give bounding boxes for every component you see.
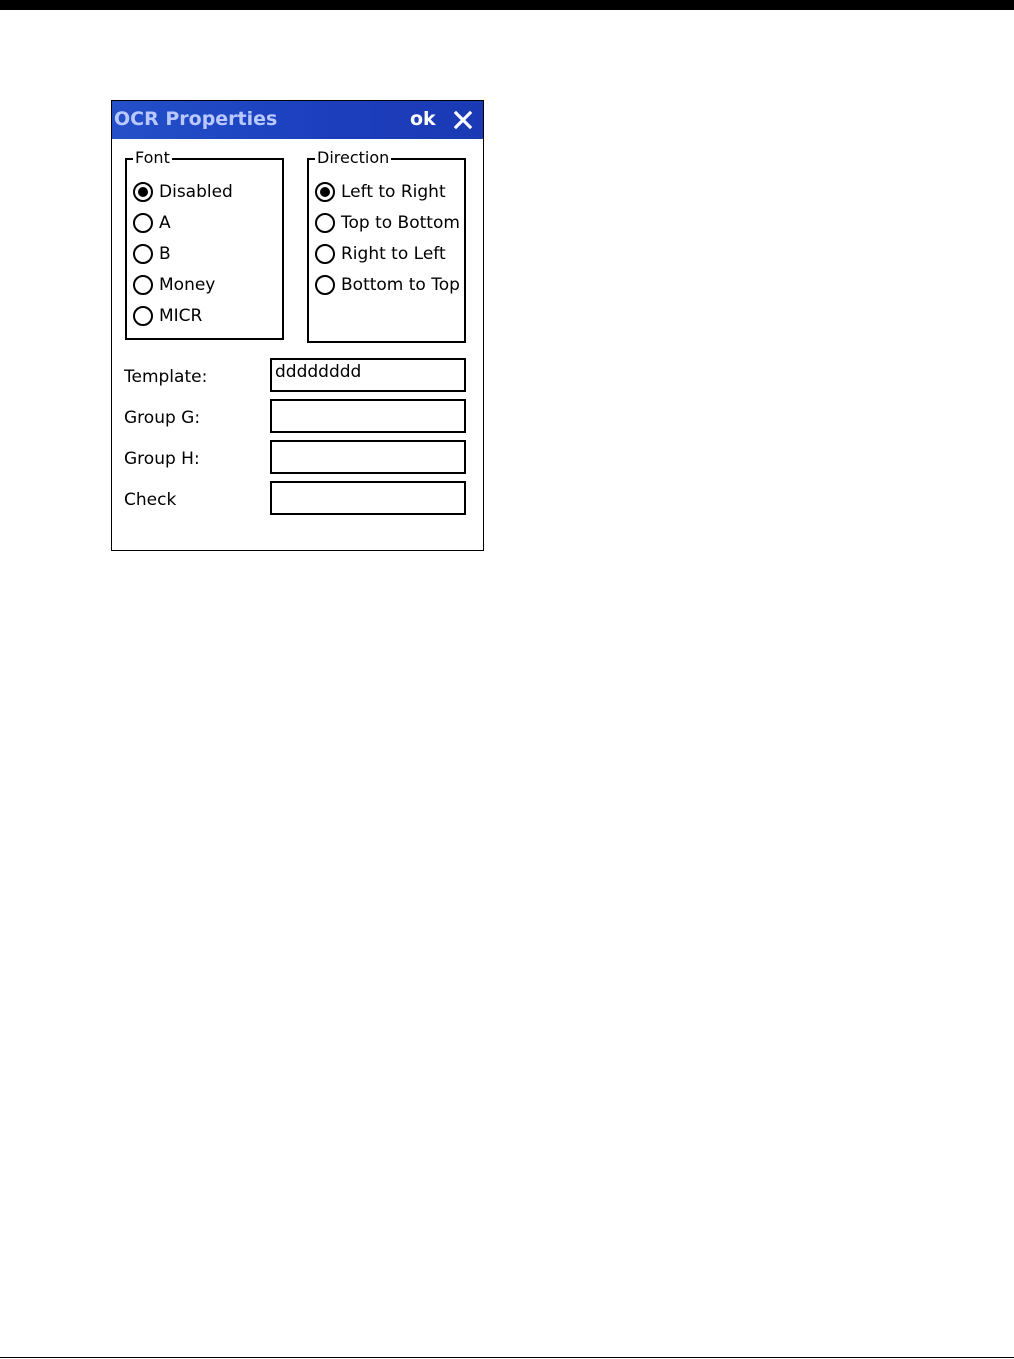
radio-label: Top to Bottom xyxy=(341,213,460,233)
font-option-money[interactable] xyxy=(133,272,215,298)
radio-label: Disabled xyxy=(159,182,233,202)
radio-button[interactable] xyxy=(315,213,335,233)
font-groupbox xyxy=(125,148,284,340)
radio-button[interactable] xyxy=(133,182,153,202)
dialog-title: OCR Properties xyxy=(114,108,278,130)
radio-label: A xyxy=(159,213,171,233)
font-option-disabled[interactable] xyxy=(133,179,233,205)
radio-selected-dot xyxy=(138,187,148,197)
group-h-label: Group H: xyxy=(124,449,200,469)
direction-option-top-to-bottom[interactable] xyxy=(315,210,460,236)
check-label: Check xyxy=(124,490,177,510)
group-h-input[interactable] xyxy=(270,440,466,474)
radio-button[interactable] xyxy=(133,275,153,295)
direction-groupbox xyxy=(307,148,466,343)
title-bar xyxy=(112,101,483,139)
font-option-b[interactable] xyxy=(133,241,171,267)
direction-group-legend: Direction xyxy=(317,148,390,167)
radio-label: Right to Left xyxy=(341,244,446,264)
radio-button[interactable] xyxy=(315,275,335,295)
font-group-legend: Font xyxy=(135,148,170,167)
radio-label: Bottom to Top xyxy=(341,275,460,295)
direction-option-left-to-right[interactable] xyxy=(315,179,446,205)
template-label: Template: xyxy=(124,367,208,387)
font-option-a[interactable] xyxy=(133,210,171,236)
group-g-input[interactable] xyxy=(270,399,466,433)
check-input[interactable] xyxy=(270,481,466,515)
close-icon[interactable] xyxy=(452,109,474,131)
ocr-properties-dialog xyxy=(111,100,484,551)
template-input[interactable]: dddddddd xyxy=(270,358,466,392)
radio-button[interactable] xyxy=(315,182,335,202)
radio-button[interactable] xyxy=(133,244,153,264)
radio-label: Left to Right xyxy=(341,182,446,202)
ok-button[interactable]: ok xyxy=(410,108,436,130)
radio-label: B xyxy=(159,244,171,264)
page-top-rule xyxy=(0,0,1014,10)
radio-label: MICR xyxy=(159,306,203,326)
direction-option-right-to-left[interactable] xyxy=(315,241,446,267)
radio-button[interactable] xyxy=(315,244,335,264)
font-option-micr[interactable] xyxy=(133,303,202,329)
radio-button[interactable] xyxy=(133,306,153,326)
page-bottom-rule xyxy=(0,1357,1014,1358)
radio-label: Money xyxy=(159,275,216,295)
radio-button[interactable] xyxy=(133,213,153,233)
radio-selected-dot xyxy=(320,187,330,197)
direction-option-bottom-to-top[interactable] xyxy=(315,272,460,298)
group-g-label: Group G: xyxy=(124,408,201,428)
